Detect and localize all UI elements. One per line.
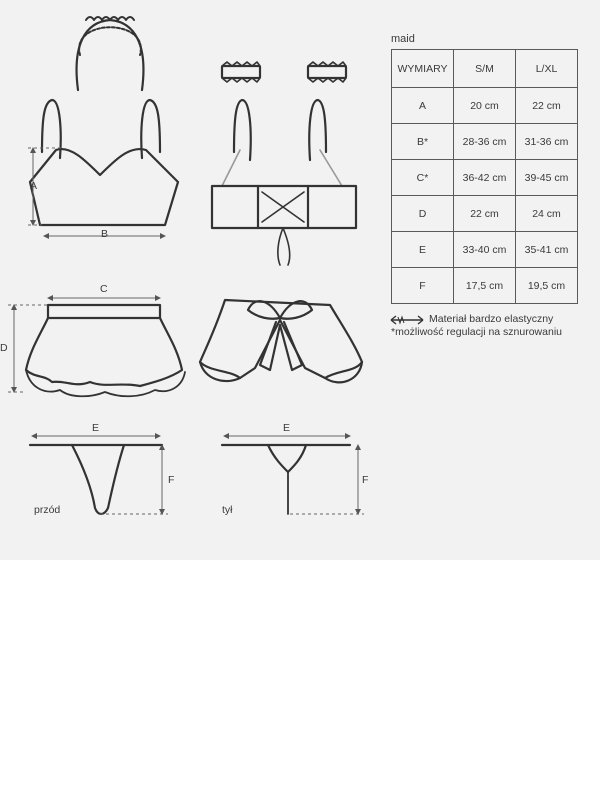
table-header-row	[392, 50, 578, 88]
thong-back-drawing	[222, 445, 350, 514]
table-header-cell: WYMIARY	[392, 50, 454, 88]
table-cell: 35-41 cm	[516, 232, 578, 268]
dim-label-c: C	[100, 283, 108, 295]
table-cell: 24 cm	[516, 196, 578, 232]
table-header-cell: L/XL	[516, 50, 578, 88]
dim-label-a: A	[30, 180, 38, 192]
elastic-arrow-icon	[389, 315, 425, 325]
skirt-front-drawing	[26, 305, 185, 396]
table-cell: 17,5 cm	[454, 268, 516, 304]
table-cell: 36-42 cm	[454, 160, 516, 196]
table-row	[392, 268, 578, 304]
dim-label-d: D	[0, 342, 8, 354]
view-label-back: tył	[222, 504, 233, 516]
legend-adjustable-text: *możliwość regulacji na sznurowaniu	[391, 326, 562, 338]
dim-label-b: B	[101, 228, 109, 240]
table-cell: 39-45 cm	[516, 160, 578, 196]
dim-label-f-front: F	[168, 474, 175, 486]
legend	[391, 313, 562, 339]
dimension-lines	[8, 148, 364, 514]
table-cell: 20 cm	[454, 88, 516, 124]
table-cell: 33-40 cm	[454, 232, 516, 268]
table-cell: A	[392, 88, 454, 124]
table-cell: 19,5 cm	[516, 268, 578, 304]
table-cell: 22 cm	[454, 196, 516, 232]
table-cell: 28-36 cm	[454, 124, 516, 160]
table-cell: E	[392, 232, 454, 268]
product-name: maid	[391, 33, 415, 45]
bra-front-drawing	[30, 100, 178, 225]
table-row	[392, 124, 578, 160]
bra-back-drawing	[212, 100, 356, 265]
skirt-back-drawing	[200, 300, 362, 382]
view-label-front: przód	[34, 504, 61, 516]
table-cell: F	[392, 268, 454, 304]
table-cell: C*	[392, 160, 454, 196]
legend-elastic-row	[391, 313, 562, 326]
dim-label-e-back: E	[283, 422, 291, 434]
table-header-cell: S/M	[454, 50, 516, 88]
table-row	[392, 232, 578, 268]
table-row	[392, 196, 578, 232]
table-cell: 31-36 cm	[516, 124, 578, 160]
dim-label-e-front: E	[92, 422, 100, 434]
legend-elastic-text: Materiał bardzo elastyczny	[429, 313, 554, 325]
size-table	[391, 49, 578, 304]
wrist-cuffs-drawing	[222, 62, 346, 82]
table-cell: 22 cm	[516, 88, 578, 124]
headband-drawing	[77, 17, 144, 90]
table-row	[392, 88, 578, 124]
dim-label-f-back: F	[362, 474, 369, 486]
table-cell: D	[392, 196, 454, 232]
table-row	[392, 160, 578, 196]
table-cell: B*	[392, 124, 454, 160]
